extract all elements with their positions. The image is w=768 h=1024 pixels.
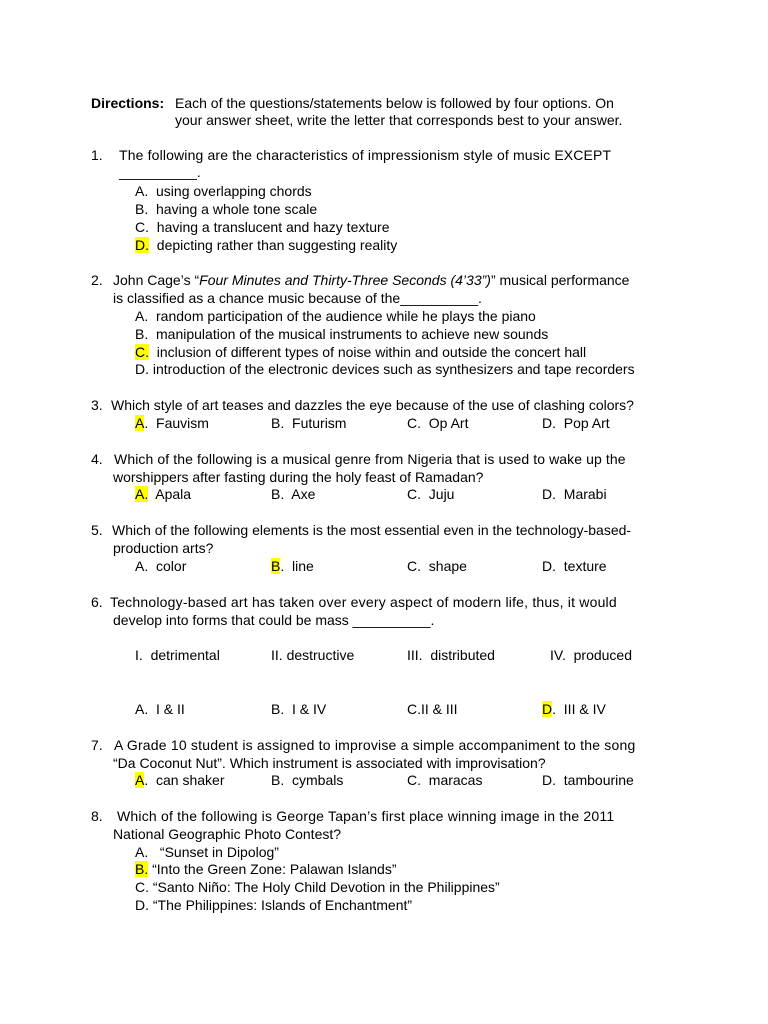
- option-letter: C.: [407, 701, 421, 717]
- option-text: I & II: [156, 701, 185, 717]
- option-text: Axe: [291, 486, 316, 502]
- option-text: inclusion of different types of noise within and outside the concert hall: [156, 344, 587, 360]
- q4-option-a: [135, 486, 191, 503]
- option-letter: B.: [271, 701, 285, 717]
- option-text: manipulation of the musical instruments to achieve new sounds: [156, 326, 549, 342]
- option-text: random participation of the audience while he plays the piano: [156, 308, 536, 324]
- option-text: Op Art: [428, 415, 469, 431]
- option-text: Fauvism: [156, 415, 209, 431]
- q7-option-b: [271, 772, 343, 789]
- directions-text-1: Each of the questions/statements below is followed by four options. On: [175, 95, 614, 111]
- q4-option-c: [407, 486, 454, 503]
- option-letter: B.: [271, 772, 285, 788]
- option-text: “Into the Green Zone: Palawan Islands”: [152, 861, 397, 877]
- q8-option-a: [135, 844, 279, 861]
- option-text: having a translucent and hazy texture: [156, 219, 390, 235]
- option-text: I & IV: [292, 701, 327, 717]
- option-text: having a whole tone scale: [156, 201, 318, 217]
- q5-stem-line-1: Which of the following elements is the most essential even in the technology-based-: [112, 522, 632, 538]
- q8-number: 8.: [91, 808, 103, 824]
- q6-roman-4: IV. produced: [550, 647, 633, 663]
- option-text: Marabi: [563, 486, 607, 502]
- q3-option-a: A. Fauvism: [135, 415, 209, 431]
- option-text: “The Philippines: Islands of Enchantment”: [152, 897, 413, 913]
- option-letter: B.: [135, 201, 149, 217]
- option-text: introduction of the electronic devices such as synthesizers and tape recorders: [152, 361, 635, 377]
- option-letter: B.: [271, 486, 285, 502]
- q7-number: 7.: [91, 737, 103, 753]
- q2-option-a: [135, 308, 536, 325]
- q2-option-d: [135, 361, 635, 378]
- option-text: maracas: [428, 772, 483, 788]
- option-letter: D.: [542, 486, 556, 502]
- q3-option-d: [542, 415, 610, 432]
- q6-option-a: [135, 701, 185, 718]
- option-letter: A.: [135, 844, 149, 860]
- answer-highlight: B.: [135, 861, 149, 877]
- answer-highlight: D.: [135, 237, 149, 253]
- option-text: depicting rather than suggesting reality: [156, 237, 398, 253]
- option-letter: D.: [135, 897, 149, 913]
- q6-option-b: [271, 701, 326, 718]
- q7-option-c: [407, 772, 482, 789]
- option-text: II & III: [421, 701, 458, 717]
- option-letter: C.: [407, 772, 421, 788]
- q4-stem-line-1: Which of the following is a musical genre from Nigeria that is used to wake up the: [114, 451, 626, 467]
- q1-option-c: [135, 219, 389, 236]
- q6-option-d: D. III & IV: [542, 701, 606, 717]
- q6-roman-3: III. distributed: [407, 647, 495, 663]
- q1-option-d: [135, 237, 397, 254]
- option-letter: A.: [135, 701, 149, 717]
- q5-number: 5.: [91, 522, 103, 538]
- option-letter: D.: [542, 772, 556, 788]
- option-text: tambourine: [563, 772, 634, 788]
- q3-stem-line-1: Which style of art teases and dazzles the eye because of the use of clashing colors?: [111, 397, 634, 413]
- q8-option-d: [135, 897, 412, 914]
- q4-number: 4.: [91, 451, 103, 467]
- option-text: “Santo Niño: The Holy Child Devotion in the Philippines”: [152, 879, 500, 895]
- q2-stem-line-2: is classified as a chance music because of the__________.: [113, 290, 482, 306]
- option-letter: C.: [407, 415, 421, 431]
- q6-roman-1: I. detrimental: [135, 647, 220, 663]
- q5-option-d: [542, 558, 607, 575]
- q7-option-a: A. can shaker: [135, 772, 225, 788]
- option-text: Futurism: [292, 415, 347, 431]
- q3-number: 3.: [91, 397, 103, 413]
- q1-option-a: [135, 183, 312, 200]
- option-text: III & IV: [563, 701, 606, 717]
- q4-option-d: [542, 486, 607, 503]
- q3-option-b: [271, 415, 346, 432]
- option-text: Juju: [428, 486, 455, 502]
- answer-highlight: A: [135, 772, 145, 788]
- option-text: color: [156, 558, 187, 574]
- q6-number: 6.: [91, 594, 103, 610]
- option-letter: C.: [407, 558, 421, 574]
- answer-highlight: D: [542, 701, 553, 717]
- q2-option-c: [135, 344, 586, 361]
- q1-stem-line-2: __________.: [119, 164, 201, 180]
- option-text: texture: [563, 558, 607, 574]
- q4-stem-line-2: worshippers after fasting during the holy feast of Ramadan?: [113, 469, 484, 485]
- q6-stem-line-1: Technology-based art has taken over every aspect of modern life, thus, it would: [110, 594, 617, 610]
- option-letter: D.: [135, 361, 149, 377]
- q5-option-c: [407, 558, 467, 575]
- q6-option-c: [407, 701, 458, 718]
- q5-option-b: B. line: [271, 558, 314, 574]
- option-text: “Sunset in Dipolog”: [159, 844, 279, 860]
- q7-stem-line-1: A Grade 10 student is assigned to improvise a simple accompaniment to the song: [114, 737, 636, 753]
- q7-option-d: [542, 772, 634, 789]
- q8-option-b: [135, 861, 396, 878]
- option-letter: A.: [135, 308, 149, 324]
- q1-stem-line-1: The following are the characteristics of impressionism style of music EXCEPT: [119, 147, 612, 163]
- q3-option-c: [407, 415, 468, 432]
- q1-number: 1.: [91, 147, 103, 163]
- q8-option-c: [135, 879, 500, 896]
- answer-highlight: A: [135, 415, 145, 431]
- q5-option-a: [135, 558, 186, 575]
- option-text: Apala: [155, 486, 192, 502]
- option-text: cymbals: [292, 772, 344, 788]
- answer-highlight: B: [271, 558, 281, 574]
- q2-title: Four Minutes and Thirty-Three Seconds (4’33”): [199, 272, 491, 288]
- directions-line-1: [175, 95, 676, 112]
- q2-number: 2.: [91, 272, 103, 288]
- option-letter: C.: [407, 486, 421, 502]
- q5-stem-line-2: production arts?: [113, 540, 214, 556]
- option-text: using overlapping chords: [156, 183, 312, 199]
- answer-highlight: A.: [135, 486, 149, 502]
- q8-stem-line-1: Which of the following is George Tapan’s first place winning image in the 2011: [117, 808, 615, 824]
- q2-option-b: [135, 326, 548, 343]
- option-text: shape: [428, 558, 467, 574]
- q8-stem-line-2: National Geographic Photo Contest?: [113, 826, 342, 842]
- option-letter: A.: [135, 183, 149, 199]
- option-letter: D.: [542, 558, 556, 574]
- q1-option-b: [135, 201, 317, 218]
- q2-stem-line-1: John Cage’s “Four Minutes and Thirty-Three Seconds (4’33”)” musical performance: [113, 272, 630, 288]
- option-text: can shaker: [156, 772, 225, 788]
- option-letter: B.: [271, 415, 285, 431]
- q6-roman-2: II. destructive: [271, 647, 355, 663]
- q7-stem-line-2: “Da Coconut Nut”. Which instrument is associated with improvisation?: [113, 755, 546, 771]
- directions-line-2: your answer sheet, write the letter that corresponds best to your answer.: [175, 112, 623, 128]
- option-letter: C.: [135, 879, 149, 895]
- q4-option-b: [271, 486, 315, 503]
- q6-stem-line-2: develop into forms that could be mass __________.: [113, 612, 435, 628]
- option-letter: C.: [135, 219, 149, 235]
- option-text: line: [292, 558, 314, 574]
- answer-highlight: C.: [135, 344, 149, 360]
- option-letter: D.: [542, 415, 556, 431]
- directions-label: Directions:: [91, 95, 165, 111]
- option-text: Pop Art: [563, 415, 610, 431]
- option-letter: A.: [135, 558, 149, 574]
- option-letter: B.: [135, 326, 149, 342]
